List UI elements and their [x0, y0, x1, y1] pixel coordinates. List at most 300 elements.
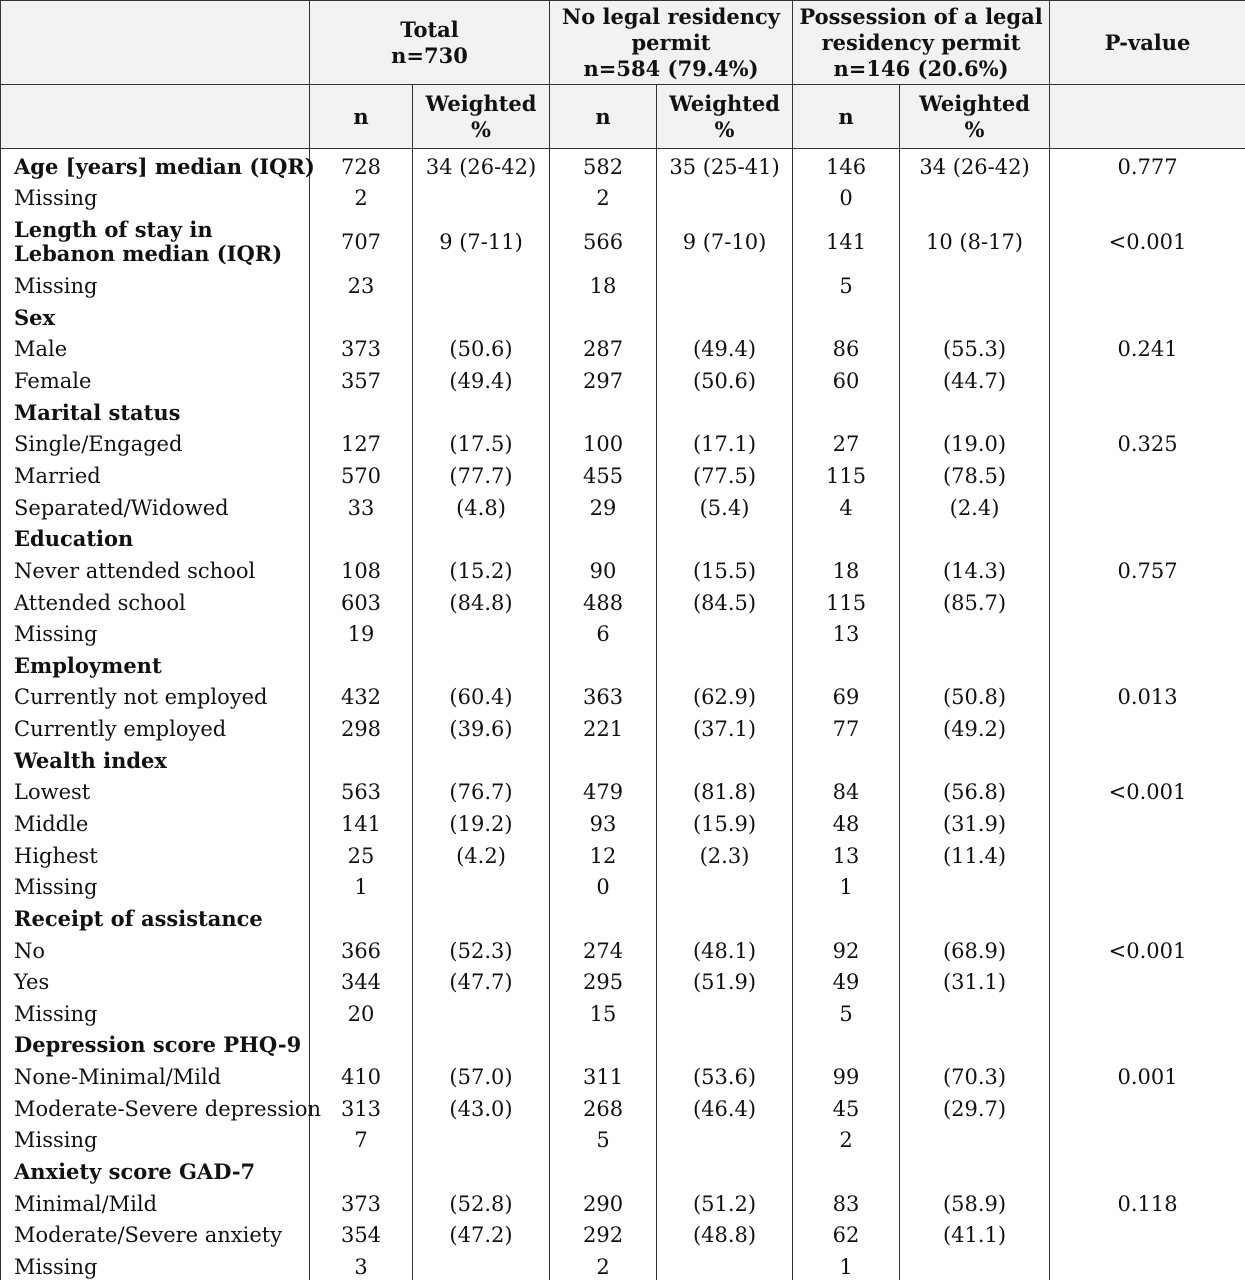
cell-no-permit-weighted: 35 (25-41) — [657, 149, 793, 183]
cell-total-n: 127 — [310, 428, 413, 460]
cell-permit-n: 86 — [793, 334, 900, 366]
cell-permit-n: 84 — [793, 777, 900, 809]
table-row — [1, 428, 1245, 460]
cell-no-permit-weighted: (81.8) — [657, 777, 793, 809]
cell-no-permit-n: 0 — [550, 871, 657, 903]
cell-permit-weighted: (29.7) — [900, 1093, 1050, 1125]
row-label: Marital status — [1, 397, 310, 429]
cell-permit-n: 115 — [793, 587, 900, 619]
table-row — [1, 214, 1245, 270]
cell-permit-weighted — [900, 1156, 1050, 1188]
cell-no-permit-weighted: (48.1) — [657, 935, 793, 967]
cell-permit-weighted: (78.5) — [900, 460, 1050, 492]
header-total — [310, 1, 550, 85]
cell-permit-weighted: (49.2) — [900, 713, 1050, 745]
cell-total-weighted: (84.8) — [413, 587, 550, 619]
cell-no-permit-n: 221 — [550, 713, 657, 745]
cell-total-n: 108 — [310, 555, 413, 587]
cell-pvalue: 0.001 — [1050, 1061, 1245, 1093]
cell-total-weighted: (15.2) — [413, 555, 550, 587]
cell-total-weighted: (49.4) — [413, 365, 550, 397]
cell-no-permit-n: 6 — [550, 618, 657, 650]
cell-no-permit-weighted: (15.5) — [657, 555, 793, 587]
table-row — [1, 966, 1245, 998]
cell-no-permit-n: 311 — [550, 1061, 657, 1093]
cell-permit-n: 69 — [793, 682, 900, 714]
table-row — [1, 650, 1245, 682]
cell-no-permit-n — [550, 302, 657, 334]
cell-total-weighted: (19.2) — [413, 808, 550, 840]
cell-no-permit-n: 295 — [550, 966, 657, 998]
cell-total-n: 344 — [310, 966, 413, 998]
cell-no-permit-n: 290 — [550, 1188, 657, 1220]
cell-permit-weighted: (50.8) — [900, 682, 1050, 714]
cell-permit-n: 83 — [793, 1188, 900, 1220]
cell-total-n: 313 — [310, 1093, 413, 1125]
cell-no-permit-weighted — [657, 1156, 793, 1188]
cell-permit-weighted — [900, 745, 1050, 777]
header-permit-line2: residency permit — [821, 29, 1021, 55]
cell-no-permit-n — [550, 745, 657, 777]
cell-permit-weighted: 34 (26-42) — [900, 149, 1050, 183]
cell-no-permit-weighted: (46.4) — [657, 1093, 793, 1125]
cell-pvalue — [1050, 1220, 1245, 1252]
cell-total-weighted — [413, 871, 550, 903]
cell-permit-weighted — [900, 1030, 1050, 1062]
table-row — [1, 1061, 1245, 1093]
header-corner — [1, 1, 310, 85]
header-sub-blank — [1050, 85, 1245, 149]
row-label: Employment — [1, 650, 310, 682]
cell-pvalue — [1050, 1125, 1245, 1157]
cell-total-n — [310, 903, 413, 935]
header-sub-n: n — [550, 85, 657, 149]
cell-no-permit-n: 274 — [550, 935, 657, 967]
cell-permit-n: 99 — [793, 1061, 900, 1093]
cell-pvalue: 0.118 — [1050, 1188, 1245, 1220]
cell-permit-weighted — [900, 1251, 1050, 1280]
cell-total-weighted — [413, 1156, 550, 1188]
row-label: Wealth index — [1, 745, 310, 777]
cell-no-permit-weighted — [657, 871, 793, 903]
cell-total-n: 357 — [310, 365, 413, 397]
header-total-line2: n=730 — [391, 42, 468, 68]
cell-pvalue — [1050, 1030, 1245, 1062]
row-label: Married — [1, 460, 310, 492]
cell-no-permit-weighted: (15.9) — [657, 808, 793, 840]
cell-pvalue: 0.777 — [1050, 149, 1245, 183]
cell-no-permit-weighted — [657, 903, 793, 935]
cell-no-permit-weighted — [657, 1251, 793, 1280]
cell-total-weighted: (50.6) — [413, 334, 550, 366]
table-body — [1, 149, 1245, 1280]
row-label: Missing — [1, 270, 310, 302]
cell-no-permit-weighted — [657, 650, 793, 682]
cell-no-permit-weighted — [657, 1125, 793, 1157]
cell-total-weighted — [413, 397, 550, 429]
row-label: Yes — [1, 966, 310, 998]
cell-total-weighted: (4.8) — [413, 492, 550, 524]
cell-total-weighted: (52.3) — [413, 935, 550, 967]
cell-no-permit-weighted: (53.6) — [657, 1061, 793, 1093]
row-label: Length of stay in Lebanon median (IQR) — [1, 214, 310, 270]
cell-permit-n: 77 — [793, 713, 900, 745]
cell-permit-weighted: (14.3) — [900, 555, 1050, 587]
cell-no-permit-weighted: (17.1) — [657, 428, 793, 460]
cell-no-permit-n: 455 — [550, 460, 657, 492]
row-label: Highest — [1, 840, 310, 872]
cell-permit-n: 141 — [793, 214, 900, 270]
table-row — [1, 745, 1245, 777]
cell-pvalue — [1050, 903, 1245, 935]
cell-pvalue: <0.001 — [1050, 935, 1245, 967]
cell-no-permit-n: 15 — [550, 998, 657, 1030]
cell-no-permit-weighted — [657, 302, 793, 334]
cell-permit-n: 13 — [793, 840, 900, 872]
cell-no-permit-n: 93 — [550, 808, 657, 840]
cell-total-n: 20 — [310, 998, 413, 1030]
cell-permit-weighted: (31.1) — [900, 966, 1050, 998]
cell-total-weighted: (4.2) — [413, 840, 550, 872]
cell-pvalue — [1050, 1251, 1245, 1280]
cell-no-permit-n — [550, 1156, 657, 1188]
cell-total-n: 432 — [310, 682, 413, 714]
cell-no-permit-weighted — [657, 523, 793, 555]
table-row — [1, 460, 1245, 492]
cell-total-weighted: (47.2) — [413, 1220, 550, 1252]
table-header — [1, 1, 1245, 149]
cell-no-permit-n: 566 — [550, 214, 657, 270]
cell-no-permit-n — [550, 903, 657, 935]
row-label: Attended school — [1, 587, 310, 619]
table-row — [1, 840, 1245, 872]
row-label: Education — [1, 523, 310, 555]
cell-no-permit-n: 479 — [550, 777, 657, 809]
cell-total-n: 366 — [310, 935, 413, 967]
cell-no-permit-n: 292 — [550, 1220, 657, 1252]
cell-permit-weighted: (70.3) — [900, 1061, 1050, 1093]
cell-permit-n: 60 — [793, 365, 900, 397]
cell-pvalue — [1050, 1093, 1245, 1125]
header-sub-weighted-line1: Weighted — [669, 90, 780, 116]
cell-permit-n: 13 — [793, 618, 900, 650]
cell-no-permit-weighted: (51.9) — [657, 966, 793, 998]
cell-no-permit-weighted — [657, 183, 793, 215]
cell-no-permit-n — [550, 397, 657, 429]
cell-total-weighted — [413, 1251, 550, 1280]
cell-permit-n: 115 — [793, 460, 900, 492]
cell-permit-n — [793, 397, 900, 429]
cell-total-n — [310, 523, 413, 555]
table-row — [1, 1093, 1245, 1125]
cell-permit-weighted: (56.8) — [900, 777, 1050, 809]
cell-pvalue — [1050, 618, 1245, 650]
row-label: Separated/Widowed — [1, 492, 310, 524]
header-sub-corner — [1, 85, 310, 149]
header-no-permit-line1: No legal residency — [562, 3, 780, 29]
cell-total-weighted — [413, 745, 550, 777]
cell-permit-weighted — [900, 1125, 1050, 1157]
row-label: Sex — [1, 302, 310, 334]
row-label: Missing — [1, 183, 310, 215]
cell-total-n: 373 — [310, 334, 413, 366]
cell-permit-n: 48 — [793, 808, 900, 840]
header-sub-weighted-line1: Weighted — [425, 90, 537, 116]
cell-permit-weighted — [900, 998, 1050, 1030]
table-row — [1, 903, 1245, 935]
table-row — [1, 302, 1245, 334]
cell-permit-weighted: (2.4) — [900, 492, 1050, 524]
cell-total-weighted: (57.0) — [413, 1061, 550, 1093]
cell-permit-n: 4 — [793, 492, 900, 524]
cell-permit-n: 18 — [793, 555, 900, 587]
cell-pvalue — [1050, 302, 1245, 334]
cell-pvalue — [1050, 871, 1245, 903]
cell-pvalue — [1050, 998, 1245, 1030]
row-label: Missing — [1, 871, 310, 903]
cell-no-permit-weighted — [657, 1030, 793, 1062]
header-sub-n: n — [793, 85, 900, 149]
table-row — [1, 365, 1245, 397]
cell-pvalue — [1050, 365, 1245, 397]
row-label: Minimal/Mild — [1, 1188, 310, 1220]
cell-no-permit-weighted: (51.2) — [657, 1188, 793, 1220]
cell-permit-weighted: (44.7) — [900, 365, 1050, 397]
header-permit — [793, 1, 1050, 85]
header-pvalue: P-value — [1050, 1, 1245, 85]
table-row — [1, 1156, 1245, 1188]
table-row — [1, 1188, 1245, 1220]
header-sub-weighted — [657, 85, 793, 149]
cell-total-weighted: (52.8) — [413, 1188, 550, 1220]
cell-total-n: 603 — [310, 587, 413, 619]
cell-pvalue — [1050, 650, 1245, 682]
cell-total-weighted: 9 (7-11) — [413, 214, 550, 270]
cell-no-permit-n: 5 — [550, 1125, 657, 1157]
cell-total-n: 2 — [310, 183, 413, 215]
table-row — [1, 713, 1245, 745]
table-row — [1, 808, 1245, 840]
row-label: None-Minimal/Mild — [1, 1061, 310, 1093]
cell-total-n: 141 — [310, 808, 413, 840]
cell-no-permit-weighted — [657, 618, 793, 650]
cell-permit-weighted — [900, 903, 1050, 935]
row-label: Missing — [1, 1251, 310, 1280]
cell-total-n: 354 — [310, 1220, 413, 1252]
cell-no-permit-weighted — [657, 998, 793, 1030]
cell-permit-weighted: (68.9) — [900, 935, 1050, 967]
header-sub-n: n — [310, 85, 413, 149]
cell-total-n — [310, 397, 413, 429]
cell-total-n: 563 — [310, 777, 413, 809]
row-label: Missing — [1, 1125, 310, 1157]
cell-total-weighted — [413, 998, 550, 1030]
cell-permit-weighted — [900, 871, 1050, 903]
cell-total-n — [310, 1030, 413, 1062]
cell-permit-weighted: (41.1) — [900, 1220, 1050, 1252]
header-permit-line3: n=146 (20.6%) — [833, 55, 1009, 81]
row-label: Lowest — [1, 777, 310, 809]
cell-total-n — [310, 650, 413, 682]
cell-total-n: 570 — [310, 460, 413, 492]
table-row — [1, 149, 1245, 183]
cell-pvalue: 0.013 — [1050, 682, 1245, 714]
row-label: Missing — [1, 998, 310, 1030]
header-sub-weighted-line2: % — [714, 116, 735, 142]
cell-permit-n: 1 — [793, 1251, 900, 1280]
cell-permit-n: 5 — [793, 998, 900, 1030]
table-row — [1, 555, 1245, 587]
row-label: Age [years] median (IQR) — [1, 149, 310, 183]
cell-total-weighted: (77.7) — [413, 460, 550, 492]
header-row-sub — [1, 85, 1245, 149]
row-label: Depression score PHQ-9 — [1, 1030, 310, 1062]
cell-permit-weighted — [900, 270, 1050, 302]
cell-no-permit-weighted: (62.9) — [657, 682, 793, 714]
cell-total-weighted — [413, 302, 550, 334]
cell-no-permit-n: 12 — [550, 840, 657, 872]
cell-no-permit-n — [550, 523, 657, 555]
cell-total-n: 23 — [310, 270, 413, 302]
cell-total-n: 3 — [310, 1251, 413, 1280]
table-row — [1, 618, 1245, 650]
table-row — [1, 1030, 1245, 1062]
cell-total-weighted — [413, 1030, 550, 1062]
cell-permit-n: 2 — [793, 1125, 900, 1157]
cell-pvalue — [1050, 460, 1245, 492]
table-row — [1, 1220, 1245, 1252]
row-label: Moderate/Severe anxiety — [1, 1220, 310, 1252]
cell-no-permit-weighted — [657, 745, 793, 777]
table-row — [1, 183, 1245, 215]
cell-permit-weighted — [900, 302, 1050, 334]
cell-permit-weighted — [900, 183, 1050, 215]
cell-permit-weighted: (85.7) — [900, 587, 1050, 619]
cell-total-n: 25 — [310, 840, 413, 872]
header-permit-line1: Possession of a legal — [799, 3, 1043, 29]
table-row — [1, 270, 1245, 302]
cell-permit-weighted: (58.9) — [900, 1188, 1050, 1220]
cell-total-n: 373 — [310, 1188, 413, 1220]
cell-no-permit-weighted: (5.4) — [657, 492, 793, 524]
cell-no-permit-n — [550, 1030, 657, 1062]
cell-total-weighted — [413, 523, 550, 555]
cell-pvalue — [1050, 523, 1245, 555]
cell-total-weighted — [413, 183, 550, 215]
cell-pvalue — [1050, 492, 1245, 524]
cell-pvalue — [1050, 713, 1245, 745]
cell-permit-n: 0 — [793, 183, 900, 215]
table-row — [1, 1251, 1245, 1280]
cell-total-n: 1 — [310, 871, 413, 903]
table-row — [1, 587, 1245, 619]
row-label: Male — [1, 334, 310, 366]
cell-total-n: 7 — [310, 1125, 413, 1157]
cell-permit-n: 92 — [793, 935, 900, 967]
cell-total-weighted — [413, 1125, 550, 1157]
row-label: Currently employed — [1, 713, 310, 745]
cell-permit-n — [793, 1030, 900, 1062]
header-sub-weighted-line2: % — [471, 116, 491, 142]
cell-permit-n: 5 — [793, 270, 900, 302]
cell-permit-n: 45 — [793, 1093, 900, 1125]
table-row — [1, 777, 1245, 809]
row-label: Moderate-Severe depression — [1, 1093, 310, 1125]
cell-permit-weighted: 10 (8-17) — [900, 214, 1050, 270]
row-label: Never attended school — [1, 555, 310, 587]
cell-no-permit-weighted — [657, 270, 793, 302]
cell-pvalue — [1050, 745, 1245, 777]
cell-permit-n — [793, 903, 900, 935]
cell-no-permit-weighted: (37.1) — [657, 713, 793, 745]
cell-permit-weighted — [900, 523, 1050, 555]
cell-no-permit-weighted: (48.8) — [657, 1220, 793, 1252]
cell-total-weighted: (17.5) — [413, 428, 550, 460]
header-sub-weighted-line2: % — [964, 116, 985, 142]
cell-total-weighted: (47.7) — [413, 966, 550, 998]
cell-total-weighted — [413, 270, 550, 302]
cell-permit-weighted — [900, 650, 1050, 682]
cell-total-n: 728 — [310, 149, 413, 183]
row-label: No — [1, 935, 310, 967]
cell-permit-weighted: (11.4) — [900, 840, 1050, 872]
cell-total-weighted: (60.4) — [413, 682, 550, 714]
cell-total-n: 33 — [310, 492, 413, 524]
row-label: Currently not employed — [1, 682, 310, 714]
table-row — [1, 871, 1245, 903]
cell-permit-n: 146 — [793, 149, 900, 183]
cell-permit-weighted — [900, 618, 1050, 650]
table-row — [1, 523, 1245, 555]
cell-pvalue: <0.001 — [1050, 214, 1245, 270]
cell-permit-n — [793, 650, 900, 682]
cell-pvalue — [1050, 183, 1245, 215]
header-sub-weighted-line1: Weighted — [919, 90, 1030, 116]
row-label: Female — [1, 365, 310, 397]
cell-no-permit-n: 2 — [550, 1251, 657, 1280]
header-sub-weighted — [413, 85, 550, 149]
header-total-line1: Total — [400, 16, 459, 42]
table-row — [1, 935, 1245, 967]
table-row — [1, 1125, 1245, 1157]
header-no-permit-line3: n=584 (79.4%) — [583, 55, 759, 81]
cell-permit-weighted: (31.9) — [900, 808, 1050, 840]
row-label: Middle — [1, 808, 310, 840]
cell-pvalue: 0.241 — [1050, 334, 1245, 366]
cell-no-permit-weighted: (84.5) — [657, 587, 793, 619]
header-row-groups — [1, 1, 1245, 85]
cell-no-permit-weighted — [657, 397, 793, 429]
cell-total-n — [310, 1156, 413, 1188]
cell-total-n: 410 — [310, 1061, 413, 1093]
row-label: Anxiety score GAD-7 — [1, 1156, 310, 1188]
cell-total-weighted: 34 (26-42) — [413, 149, 550, 183]
cell-pvalue — [1050, 840, 1245, 872]
cell-total-n: 298 — [310, 713, 413, 745]
cell-pvalue — [1050, 587, 1245, 619]
header-sub-weighted — [900, 85, 1050, 149]
cell-total-n: 19 — [310, 618, 413, 650]
cell-permit-weighted: (19.0) — [900, 428, 1050, 460]
table-row — [1, 397, 1245, 429]
cell-total-weighted — [413, 903, 550, 935]
row-label: Missing — [1, 618, 310, 650]
cell-permit-n: 62 — [793, 1220, 900, 1252]
cell-permit-n: 1 — [793, 871, 900, 903]
cell-permit-n: 49 — [793, 966, 900, 998]
cell-permit-n — [793, 1156, 900, 1188]
cell-pvalue — [1050, 397, 1245, 429]
